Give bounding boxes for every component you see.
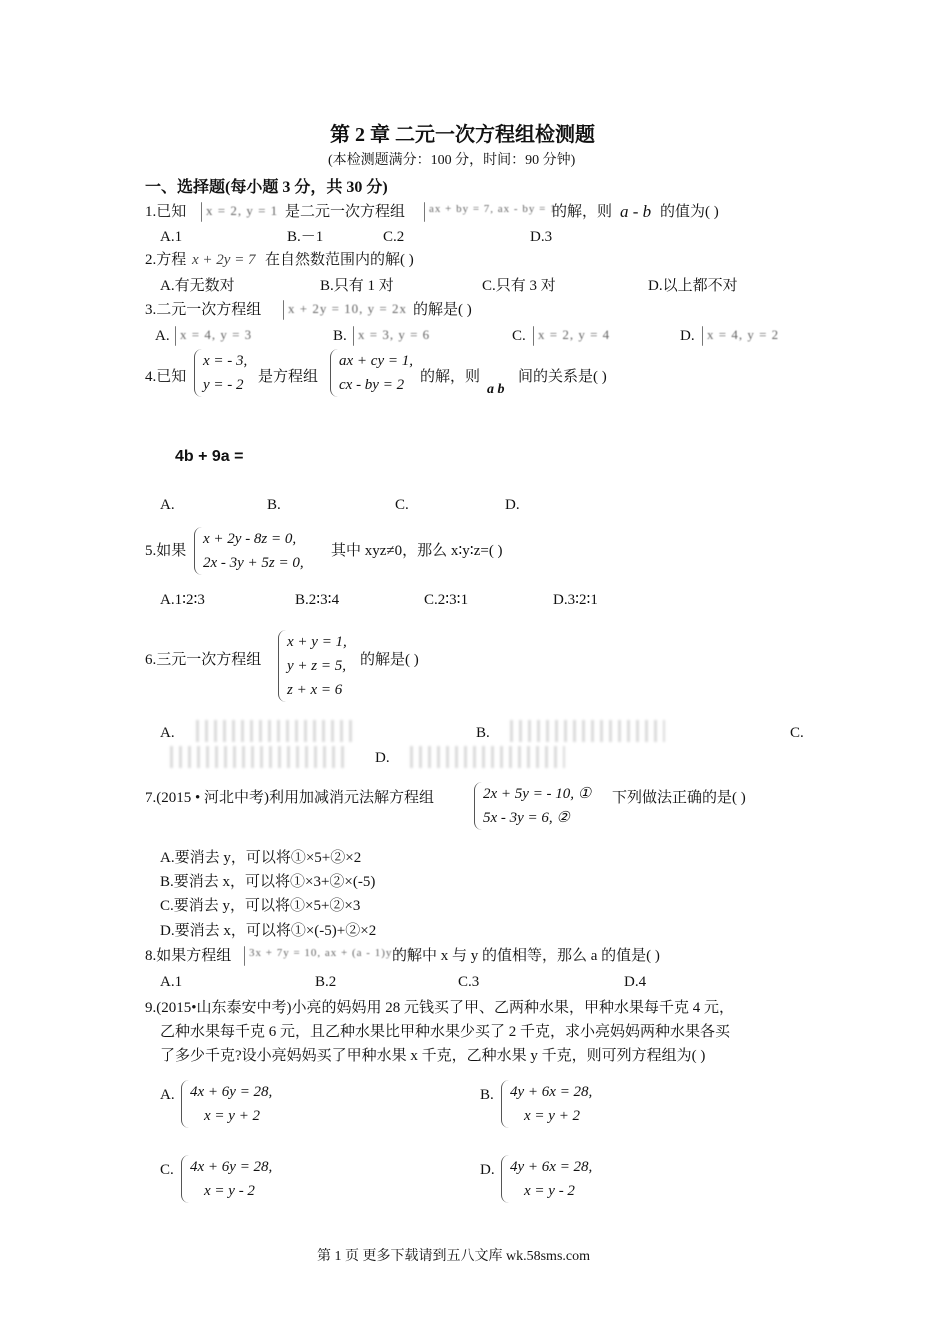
q1-option-d: D.3 xyxy=(530,229,553,245)
q1-option-b: B.－1 xyxy=(287,229,324,245)
q9-option-a-system: 4x + 6y = 28, x = y + 2 xyxy=(181,1080,272,1128)
q1-option-a: A.1 xyxy=(160,229,183,245)
q3-opt-d-brace xyxy=(702,326,703,346)
q3-option-b-value: x = 3, y = 6 xyxy=(358,327,431,342)
q7-option-a: A.要消去 y，可以将①×5+②×2 xyxy=(160,850,362,866)
q7-option-c: C.要消去 y，可以将①×5+②×3 xyxy=(160,898,361,914)
q8-brace xyxy=(244,946,245,966)
q1-brace1 xyxy=(201,202,202,222)
q4-equation-system: ax + cy = 1, cx - by = 2 xyxy=(330,349,413,397)
q6-option-c-image xyxy=(170,746,350,768)
q7-option-d: D.要消去 x，可以将①×(-5)+②×2 xyxy=(160,923,377,939)
q3-option-d-value: x = 4, y = 2 xyxy=(707,327,780,342)
q3-option-c: C. xyxy=(512,328,526,344)
q9-line-1: 9.(2015•山东泰安中考)小亮的妈妈用 28 元钱买了甲、乙两种水果，甲种水果每千克 4 元， xyxy=(145,1000,734,1016)
q5-text-a: 5.如果 xyxy=(145,543,187,559)
q6-option-a: A. xyxy=(160,725,175,741)
q6-text-a: 6.三元一次方程组 xyxy=(145,652,262,668)
q2-option-d: D.以上都不对 xyxy=(648,278,738,294)
q2-option-c: C.只有 3 对 xyxy=(482,278,556,294)
page-footer: 第 1 页 更多下载请到五八文库 wk.58sms.com xyxy=(317,1249,590,1264)
q1-expr: a - b xyxy=(620,202,652,221)
q5-option-d: D.3∶2∶1 xyxy=(553,592,598,608)
q4-option-c: C. xyxy=(395,497,409,513)
q3-option-d: D. xyxy=(680,328,695,344)
q7-text-b: 下列做法正确的是( ) xyxy=(612,790,746,806)
q8-option-b: B.2 xyxy=(315,974,337,990)
q3-option-b: B. xyxy=(333,328,347,344)
q6-text-b: 的解是( ) xyxy=(360,652,419,668)
q8-text-a: 8.如果方程组 xyxy=(145,948,232,964)
q6-option-b: B. xyxy=(476,725,490,741)
q2-text-b: 在自然数范围内的解( ) xyxy=(265,252,414,268)
q3-text-b: 的解是( ) xyxy=(413,302,472,318)
q4-option-a: A. xyxy=(160,497,175,513)
page-subtitle: (本检测题满分：100 分，时间：90 分钟) xyxy=(328,153,576,168)
q4-option-d: D. xyxy=(505,497,520,513)
q8-option-d: D.4 xyxy=(624,974,647,990)
q4-text-b: 是方程组 xyxy=(258,369,319,385)
q9-option-b-system: 4y + 6x = 28, x = y + 2 xyxy=(501,1080,592,1128)
q6-option-d-image xyxy=(410,746,565,768)
q3-text-a: 3.二元一次方程组 xyxy=(145,302,262,318)
q7-text-a: 7.(2015 • 河北中考)利用加减消元法解方程组 xyxy=(145,790,434,806)
q8-text-b: 的解中 x 与 y 的值相等，那么 a 的值是( ) xyxy=(392,948,660,964)
q8-option-a: A.1 xyxy=(160,974,183,990)
q9-option-d-system: 4y + 6x = 28, x = y - 2 xyxy=(501,1155,592,1203)
q9-option-a: A. xyxy=(160,1087,175,1103)
q4-solution-system: x = - 3, y = - 2 xyxy=(194,349,247,397)
q9-option-c-system: 4x + 6y = 28, x = y - 2 xyxy=(181,1155,272,1203)
q2-text-a: 2.方程 xyxy=(145,252,187,268)
q3-option-a-value: x = 4, y = 3 xyxy=(180,327,253,342)
q9-option-d: D. xyxy=(480,1162,495,1178)
q6-option-b-image xyxy=(510,720,665,742)
q1-blur-system: x = 2, y = 1 xyxy=(206,203,279,218)
q4-option-b: B. xyxy=(267,497,281,513)
q9-option-c: C. xyxy=(160,1162,174,1178)
q4-ab: a b xyxy=(487,382,505,397)
q4-text-d: 间的关系是( ) xyxy=(518,369,607,385)
q3-blur-system: x + 2y = 10, y = 2x xyxy=(288,301,407,316)
q6-option-c: C. xyxy=(790,725,804,741)
q8-blur-system: 3x + 7y = 10, ax + (a - 1)y = 5 xyxy=(249,947,414,959)
q3-opt-a-brace xyxy=(175,326,176,346)
q3-brace xyxy=(283,300,284,320)
section-heading: 一、选择题(每小题 3 分，共 30 分) xyxy=(145,179,388,196)
q1-option-c: C.2 xyxy=(383,229,405,245)
q5-text-b: 其中 xyz≠0，那么 x∶y∶z=( ) xyxy=(331,543,503,559)
q1-blur-system2: ax + by = 7, ax - by = 1 xyxy=(429,203,557,215)
q5-option-a: A.1∶2∶3 xyxy=(160,592,205,608)
q2-option-a: A.有无数对 xyxy=(160,278,235,294)
q4-text-a: 4.已知 xyxy=(145,369,187,385)
q9-line-3: 了多少千克?设小亮妈妈买了甲种水果 x 千克，乙种水果 y 千克，则可列方程组为( ) xyxy=(160,1048,706,1064)
q5-option-c: C.2∶3∶1 xyxy=(424,592,469,608)
q7-option-b: B.要消去 x，可以将①×3+②×(-5) xyxy=(160,874,376,890)
q4-text-c: 的解，则 xyxy=(420,369,481,385)
page-title: 第 2 章 二元一次方程组检测题 xyxy=(330,124,595,146)
q5-option-b: B.2∶3∶4 xyxy=(295,592,340,608)
q6-equation-system: x + y = 1, y + z = 5, z + x = 6 xyxy=(278,630,347,702)
q8-option-c: C.3 xyxy=(458,974,480,990)
q1-text-a: 1.已知 xyxy=(145,204,187,220)
q3-opt-b-brace xyxy=(353,326,354,346)
q1-brace2 xyxy=(424,202,425,222)
q4-extra-expression: 4b + 9a = xyxy=(175,448,244,465)
q5-equation-system: x + 2y - 8z = 0, 2x - 3y + 5z = 0, xyxy=(194,527,304,575)
q6-option-a-image xyxy=(196,720,354,742)
q3-opt-c-brace xyxy=(533,326,534,346)
q1-text-c: 的解，则 xyxy=(552,204,613,220)
q9-line-2: 乙种水果每千克 6 元，且乙种水果比甲种水果少买了 2 千克，求小亮妈妈两种水果各买 xyxy=(160,1024,731,1040)
q1-text-b: 是二元一次方程组 xyxy=(285,204,406,220)
q7-equation-system: 2x + 5y = - 10, ① 5x - 3y = 6, ② xyxy=(474,782,591,830)
q2-equation: x + 2y = 7 xyxy=(192,252,256,268)
q2-option-b: B.只有 1 对 xyxy=(320,278,394,294)
q9-option-b: B. xyxy=(480,1087,494,1103)
q3-option-a: A. xyxy=(155,328,170,344)
q3-option-c-value: x = 2, y = 4 xyxy=(538,327,611,342)
q1-text-e: 的值为( ) xyxy=(660,204,719,220)
q6-option-d: D. xyxy=(375,750,390,766)
